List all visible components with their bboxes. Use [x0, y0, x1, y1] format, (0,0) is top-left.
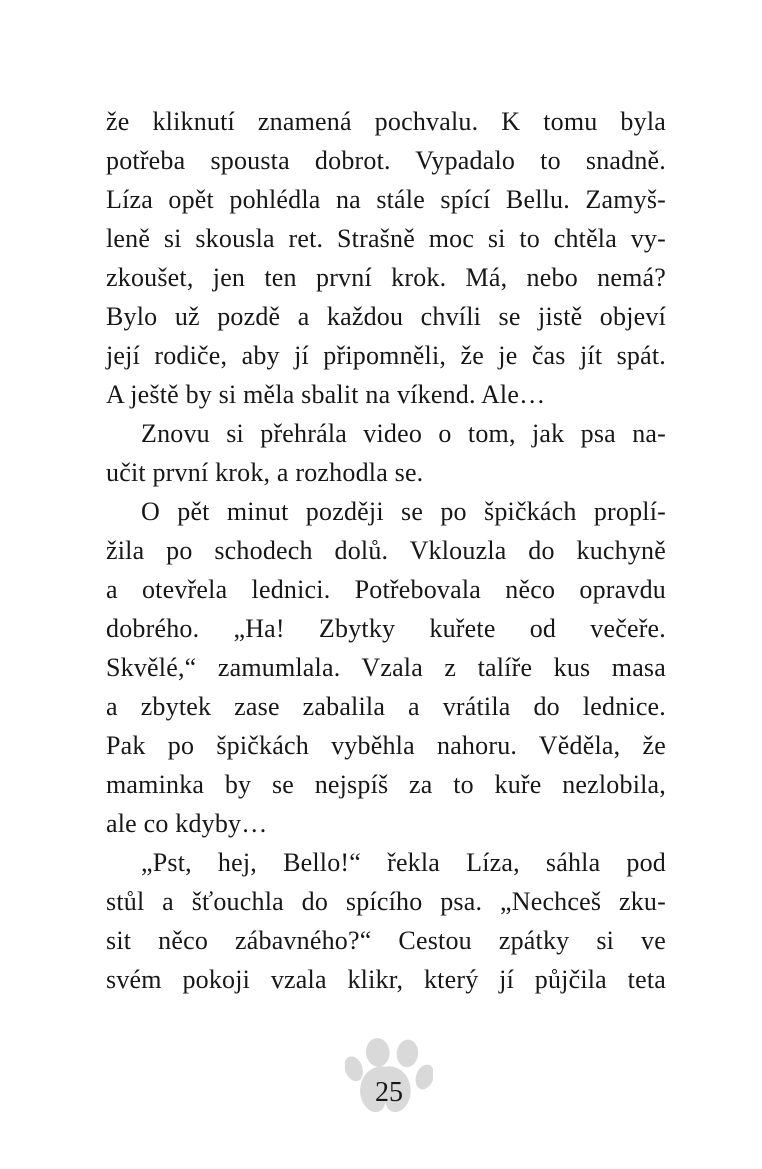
- text-line: Znovu si přehrála video o tom, jak psa na-: [141, 419, 666, 448]
- page-number: 25: [375, 1077, 403, 1108]
- text-line: že kliknutí znamená pochvalu. K tomu byla: [106, 107, 666, 136]
- text-line: leně si skousla ret. Strašně moc si to chtěla vy-: [106, 224, 666, 253]
- text-line: stůl a šťouchla do spícího psa. „Nechceš zku-: [106, 887, 666, 916]
- text-line: dobrého. „Ha! Zbytky kuřete od večeře.: [106, 614, 666, 643]
- page-footer: [345, 1038, 433, 1120]
- text-line: Pak po špičkách vyběhla nahoru. Věděla, že: [106, 731, 666, 760]
- text-line: svém pokoji vzala klikr, který jí půjčila teta: [106, 965, 666, 994]
- text-line: její rodiče, aby jí připomněli, že je čas jít spát.: [106, 341, 666, 370]
- text-line: a otevřela lednici. Potřebovala něco opravdu: [106, 575, 666, 604]
- text-line: Bylo už pozdě a každou chvíli se jistě objeví: [106, 302, 666, 331]
- text-line: zkoušet, jen ten první krok. Má, nebo nemá?: [106, 263, 666, 292]
- text-line: Líza opět pohlédla na stále spící Bellu. Zamyš-: [106, 185, 666, 214]
- text-line: O pět minut později se po špičkách proplí-: [141, 497, 666, 526]
- text-line: Skvělé,“ zamumlala. Vzala z talíře kus masa: [106, 653, 666, 682]
- text-line: potřeba spousta dobrot. Vypadalo to snadně.: [106, 146, 666, 175]
- text-line: ale co kdyby…: [106, 809, 268, 838]
- text-line: „Pst, hej, Bello!“ řekla Líza, sáhla pod: [141, 848, 666, 877]
- text-line: a zbytek zase zabalila a vrátila do lednice.: [106, 692, 666, 721]
- text-line: žila po schodech dolů. Vklouzla do kuchyně: [106, 536, 666, 565]
- text-line: A ještě by si měla sbalit na víkend. Ale…: [106, 380, 546, 409]
- text-line: učit první krok, a rozhodla se.: [106, 458, 424, 487]
- page-text: [106, 102, 666, 999]
- text-line: maminka by se nejspíš za to kuře nezlobila,: [106, 770, 666, 799]
- text-line: sit něco zábavného?“ Cestou zpátky si ve: [106, 926, 666, 955]
